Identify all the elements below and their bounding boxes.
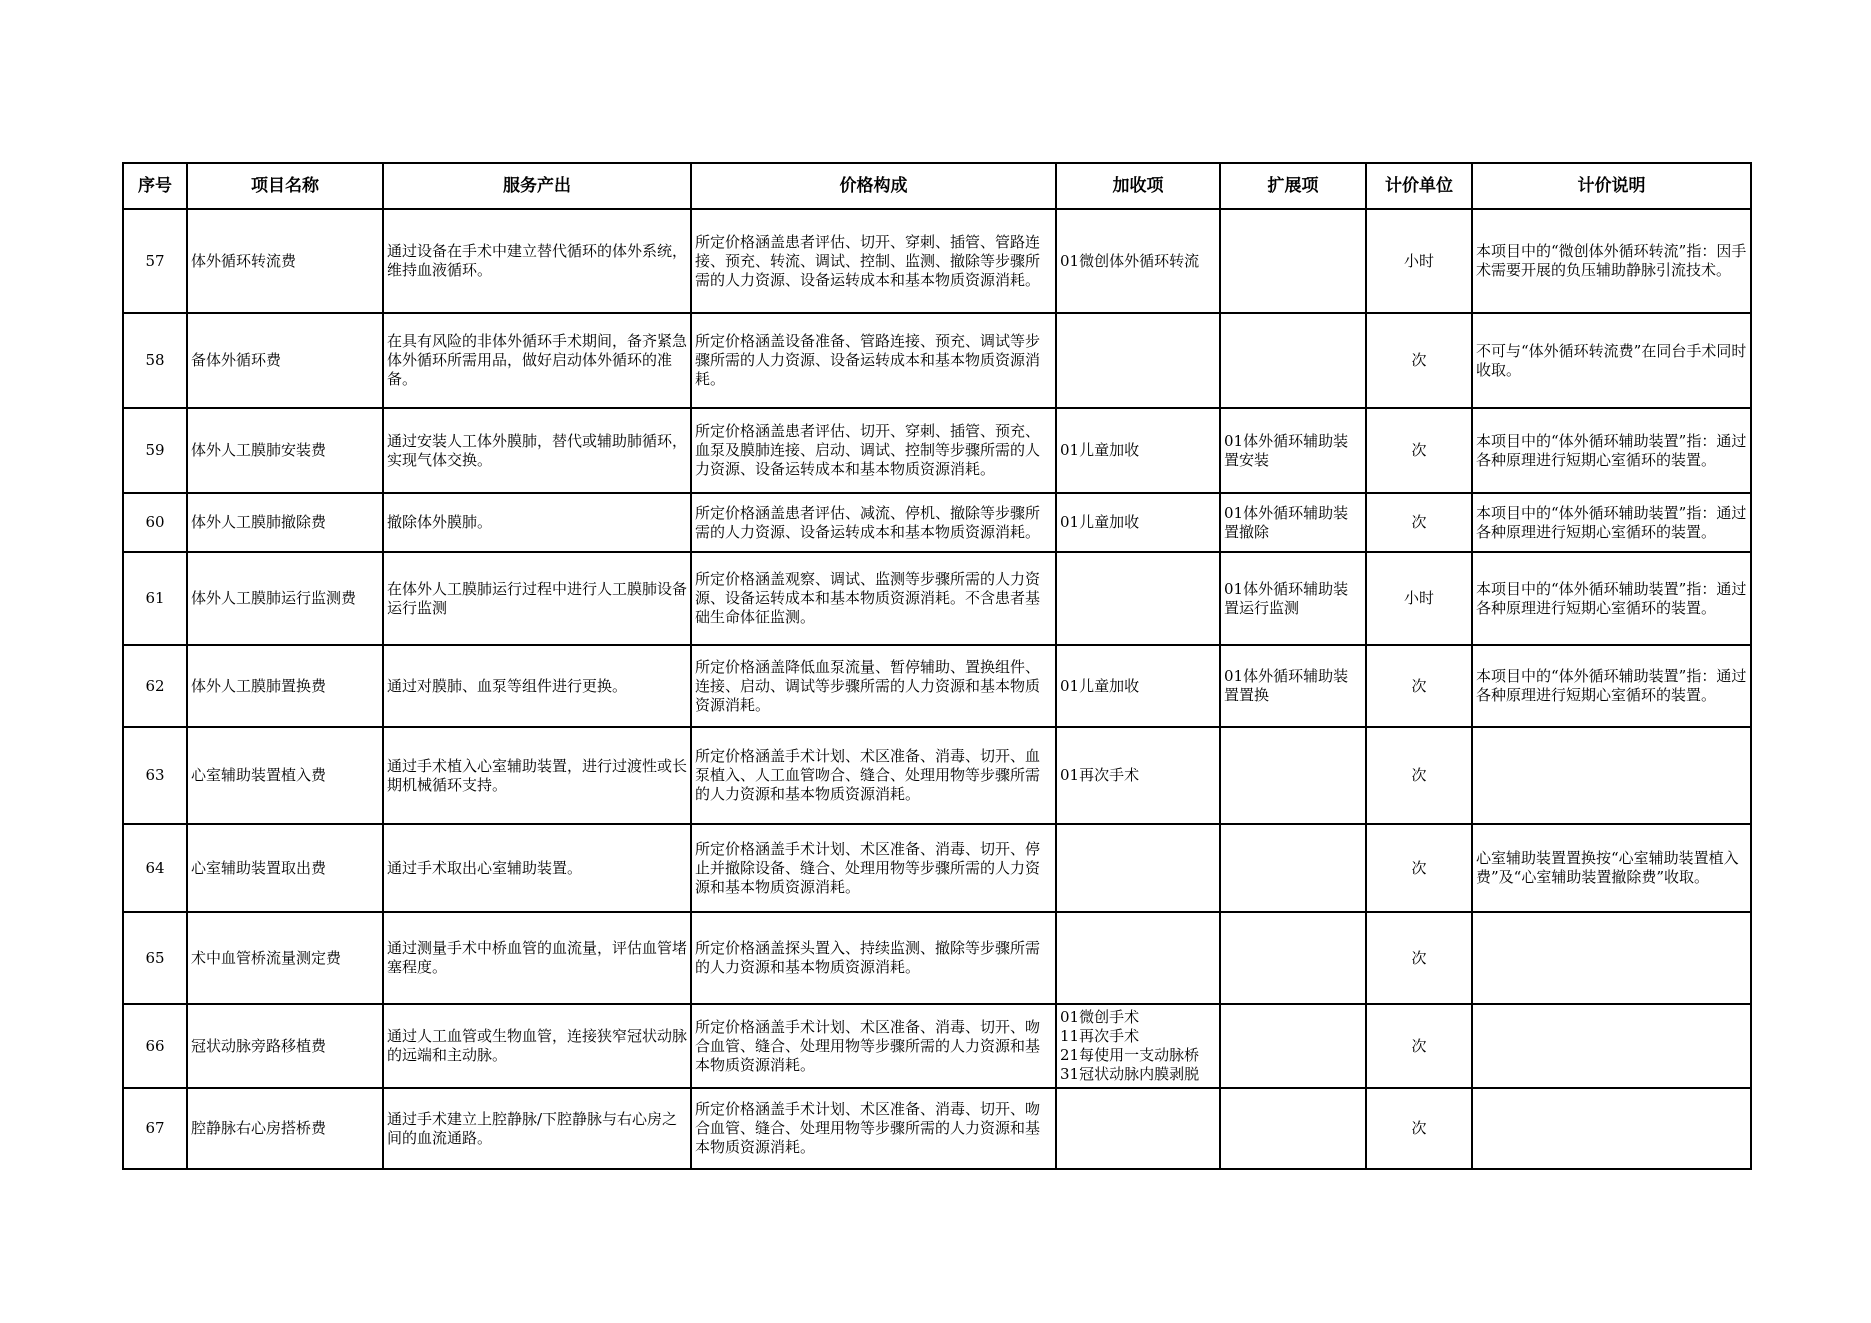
cell-addon xyxy=(1056,912,1220,1004)
cell-extension: 01体外循环辅助装置置换 xyxy=(1220,645,1366,727)
cell-seq: 64 xyxy=(123,824,187,912)
addon-item: 01微创手术 xyxy=(1060,1008,1140,1026)
cell-extension xyxy=(1220,912,1366,1004)
cell-unit: 次 xyxy=(1366,313,1472,408)
cell-note: 本项目中的“体外循环辅助装置”指：通过各种原理进行短期心室循环的装置。 xyxy=(1472,645,1751,727)
cell-unit: 次 xyxy=(1366,645,1472,727)
header-note: 计价说明 xyxy=(1472,163,1751,209)
cell-extension xyxy=(1220,313,1366,408)
table-row xyxy=(123,209,1751,313)
cell-addon xyxy=(1056,1088,1220,1169)
cell-unit: 次 xyxy=(1366,727,1472,824)
cell-item-name: 体外人工膜肺安装费 xyxy=(187,408,383,493)
addon-item: 01儿童加收 xyxy=(1060,441,1140,459)
cell-seq: 57 xyxy=(123,209,187,313)
cell-note xyxy=(1472,912,1751,1004)
cell-item-name: 冠状动脉旁路移植费 xyxy=(187,1004,383,1088)
cell-extension xyxy=(1220,727,1366,824)
cell-note: 本项目中的“微创体外循环转流”指：因手术需要开展的负压辅助静脉引流技术。 xyxy=(1472,209,1751,313)
cell-note xyxy=(1472,1088,1751,1169)
cell-addon xyxy=(1056,209,1220,313)
cell-price-composition: 所定价格涵盖手术计划、术区准备、消毒、切开、停止并撤除设备、缝合、处理用物等步骤所需的人力资源和基本物质资源消耗。 xyxy=(691,824,1056,912)
cell-price-composition: 所定价格涵盖降低血泵流量、暂停辅助、置换组件、连接、启动、调试等步骤所需的人力资源和基本物质资源消耗。 xyxy=(691,645,1056,727)
table-row xyxy=(123,645,1751,727)
cell-unit: 次 xyxy=(1366,1088,1472,1169)
table-body xyxy=(123,209,1751,1169)
cell-note xyxy=(1472,727,1751,824)
cell-note: 本项目中的“体外循环辅助装置”指：通过各种原理进行短期心室循环的装置。 xyxy=(1472,552,1751,645)
cell-service-output: 通过人工血管或生物血管，连接狭窄冠状动脉的远端和主动脉。 xyxy=(383,1004,691,1088)
cell-addon xyxy=(1056,552,1220,645)
addon-item: 01儿童加收 xyxy=(1060,513,1140,531)
table-row xyxy=(123,313,1751,408)
cell-price-composition: 所定价格涵盖手术计划、术区准备、消毒、切开、吻合血管、缝合、处理用物等步骤所需的人力资源和基本物质资源消耗。 xyxy=(691,1088,1056,1169)
cell-seq: 63 xyxy=(123,727,187,824)
header-seq: 序号 xyxy=(123,163,187,209)
table-row xyxy=(123,727,1751,824)
header-addon: 加收项 xyxy=(1056,163,1220,209)
cell-unit: 次 xyxy=(1366,1004,1472,1088)
cell-seq: 65 xyxy=(123,912,187,1004)
cell-price-composition: 所定价格涵盖手术计划、术区准备、消毒、切开、吻合血管、缝合、处理用物等步骤所需的人力资源和基本物质资源消耗。 xyxy=(691,1004,1056,1088)
cell-note: 本项目中的“体外循环辅助装置”指：通过各种原理进行短期心室循环的装置。 xyxy=(1472,408,1751,493)
cell-item-name: 备体外循环费 xyxy=(187,313,383,408)
cell-addon xyxy=(1056,493,1220,552)
cell-service-output: 通过手术建立上腔静脉/下腔静脉与右心房之间的血流通路。 xyxy=(383,1088,691,1169)
cell-service-output: 通过测量手术中桥血管的血流量，评估血管堵塞程度。 xyxy=(383,912,691,1004)
cell-price-composition: 所定价格涵盖观察、调试、监测等步骤所需的人力资源、设备运转成本和基本物质资源消耗。不含患者基础生命体征监测。 xyxy=(691,552,1056,645)
table-row xyxy=(123,408,1751,493)
cell-item-name: 术中血管桥流量测定费 xyxy=(187,912,383,1004)
cell-service-output: 通过对膜肺、血泵等组件进行更换。 xyxy=(383,645,691,727)
cell-extension: 01体外循环辅助装置运行监测 xyxy=(1220,552,1366,645)
fee-table xyxy=(122,162,1752,1170)
cell-seq: 59 xyxy=(123,408,187,493)
header-service: 服务产出 xyxy=(383,163,691,209)
cell-item-name: 腔静脉右心房搭桥费 xyxy=(187,1088,383,1169)
cell-price-composition: 所定价格涵盖患者评估、减流、停机、撤除等步骤所需的人力资源、设备运转成本和基本物质资源消耗。 xyxy=(691,493,1056,552)
cell-service-output: 撤除体外膜肺。 xyxy=(383,493,691,552)
cell-price-composition: 所定价格涵盖患者评估、切开、穿刺、插管、预充、血泵及膜肺连接、启动、调试、控制等步骤所需的人力资源、设备运转成本和基本物质资源消耗。 xyxy=(691,408,1056,493)
table-row xyxy=(123,1004,1751,1088)
cell-price-composition: 所定价格涵盖设备准备、管路连接、预充、调试等步骤所需的人力资源、设备运转成本和基本物质资源消耗。 xyxy=(691,313,1056,408)
addon-item: 01再次手术 xyxy=(1060,766,1140,784)
table-row xyxy=(123,493,1751,552)
cell-seq: 61 xyxy=(123,552,187,645)
table-row xyxy=(123,1088,1751,1169)
cell-item-name: 体外人工膜肺运行监测费 xyxy=(187,552,383,645)
cell-note xyxy=(1472,1004,1751,1088)
cell-addon xyxy=(1056,313,1220,408)
table-row xyxy=(123,552,1751,645)
cell-unit: 次 xyxy=(1366,408,1472,493)
cell-item-name: 心室辅助装置取出费 xyxy=(187,824,383,912)
addon-item: 21每使用一支动脉桥 xyxy=(1060,1046,1200,1064)
cell-extension xyxy=(1220,1004,1366,1088)
cell-extension xyxy=(1220,824,1366,912)
cell-note: 本项目中的“体外循环辅助装置”指：通过各种原理进行短期心室循环的装置。 xyxy=(1472,493,1751,552)
cell-service-output: 通过手术取出心室辅助装置。 xyxy=(383,824,691,912)
cell-note: 心室辅助装置置换按“心室辅助装置植入费”及“心室辅助装置撤除费”收取。 xyxy=(1472,824,1751,912)
cell-service-output: 在体外人工膜肺运行过程中进行人工膜肺设备运行监测 xyxy=(383,552,691,645)
cell-addon xyxy=(1056,645,1220,727)
cell-extension: 01体外循环辅助装置安装 xyxy=(1220,408,1366,493)
cell-seq: 67 xyxy=(123,1088,187,1169)
cell-service-output: 在具有风险的非体外循环手术期间，备齐紧急体外循环所需用品，做好启动体外循环的准备。 xyxy=(383,313,691,408)
header-price: 价格构成 xyxy=(691,163,1056,209)
cell-service-output: 通过安装人工体外膜肺，替代或辅助肺循环，实现气体交换。 xyxy=(383,408,691,493)
cell-extension: 01体外循环辅助装置撤除 xyxy=(1220,493,1366,552)
header-unit: 计价单位 xyxy=(1366,163,1472,209)
cell-seq: 66 xyxy=(123,1004,187,1088)
cell-price-composition: 所定价格涵盖手术计划、术区准备、消毒、切开、血泵植入、人工血管吻合、缝合、处理用物等步骤所需的人力资源和基本物质资源消耗。 xyxy=(691,727,1056,824)
cell-item-name: 心室辅助装置植入费 xyxy=(187,727,383,824)
cell-seq: 58 xyxy=(123,313,187,408)
cell-service-output: 通过手术植入心室辅助装置，进行过渡性或长期机械循环支持。 xyxy=(383,727,691,824)
cell-item-name: 体外循环转流费 xyxy=(187,209,383,313)
addon-item: 01微创体外循环转流 xyxy=(1060,251,1200,270)
cell-item-name: 体外人工膜肺撤除费 xyxy=(187,493,383,552)
cell-note: 不可与“体外循环转流费”在同台手术同时收取。 xyxy=(1472,313,1751,408)
cell-extension xyxy=(1220,209,1366,313)
cell-extension xyxy=(1220,1088,1366,1169)
cell-addon xyxy=(1056,1004,1220,1088)
addon-item: 11再次手术 xyxy=(1060,1027,1140,1045)
cell-unit: 次 xyxy=(1366,824,1472,912)
cell-unit: 次 xyxy=(1366,912,1472,1004)
cell-price-composition: 所定价格涵盖患者评估、切开、穿刺、插管、管路连接、预充、转流、调试、控制、监测、撤除等步骤所需的人力资源、设备运转成本和基本物质资源消耗。 xyxy=(691,209,1056,313)
cell-item-name: 体外人工膜肺置换费 xyxy=(187,645,383,727)
header-extension: 扩展项 xyxy=(1220,163,1366,209)
cell-seq: 62 xyxy=(123,645,187,727)
cell-seq: 60 xyxy=(123,493,187,552)
header-name: 项目名称 xyxy=(187,163,383,209)
addon-item: 01儿童加收 xyxy=(1060,676,1140,695)
cell-addon xyxy=(1056,408,1220,493)
cell-unit: 小时 xyxy=(1366,209,1472,313)
cell-addon xyxy=(1056,727,1220,824)
cell-addon xyxy=(1056,824,1220,912)
cell-service-output: 通过设备在手术中建立替代循环的体外系统，维持血液循环。 xyxy=(383,209,691,313)
table-row xyxy=(123,912,1751,1004)
cell-unit: 次 xyxy=(1366,493,1472,552)
addon-item: 31冠状动脉内膜剥脱 xyxy=(1060,1065,1200,1083)
cell-price-composition: 所定价格涵盖探头置入、持续监测、撤除等步骤所需的人力资源和基本物质资源消耗。 xyxy=(691,912,1056,1004)
header-row xyxy=(123,163,1751,209)
table-row xyxy=(123,824,1751,912)
cell-unit: 小时 xyxy=(1366,552,1472,645)
